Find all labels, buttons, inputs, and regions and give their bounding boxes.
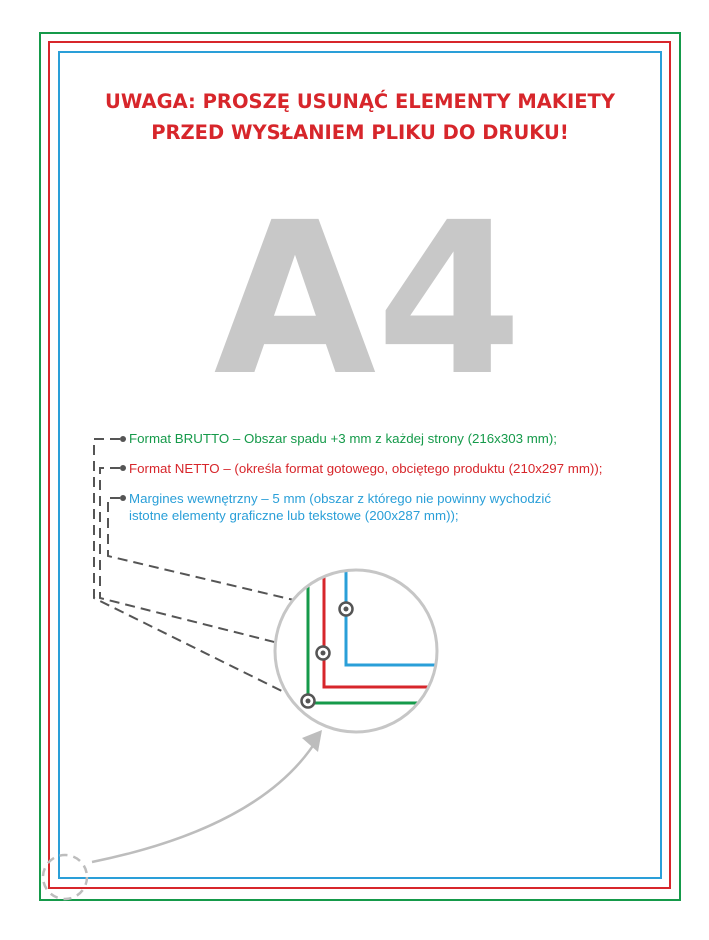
legend-brutto: Format BRUTTO – Obszar spadu +3 mm z każdej strony (216x303 mm); xyxy=(129,431,557,446)
leader-line-brutto xyxy=(94,439,300,700)
marker-brutto xyxy=(302,695,315,708)
warning-line-1: UWAGA: PROSZĘ USUNĄĆ ELEMENTY MAKIETY xyxy=(105,90,615,113)
format-label: A4 xyxy=(213,177,523,422)
legend-margin-line-2: istotne elementy graficzne lub tekstowe (200x287 mm)); xyxy=(129,508,459,523)
leader-bullet-margin xyxy=(120,495,126,501)
marker-margin xyxy=(340,603,353,616)
leader-bullet-netto xyxy=(120,465,126,471)
marker-netto xyxy=(317,647,330,660)
legend-margin-line-1: Margines wewnętrzny – 5 mm (obszar z którego nie powinny wychodzić xyxy=(129,491,551,506)
zoom-arrow xyxy=(92,738,318,862)
legend-netto: Format NETTO – (określa format gotowego, obciętego produktu (210x297 mm)); xyxy=(129,461,603,476)
warning-line-2: PRZED WYSŁANIEM PLIKU DO DRUKU! xyxy=(151,121,569,144)
leader-bullet-brutto xyxy=(120,436,126,442)
magnifier-lens xyxy=(275,560,450,732)
